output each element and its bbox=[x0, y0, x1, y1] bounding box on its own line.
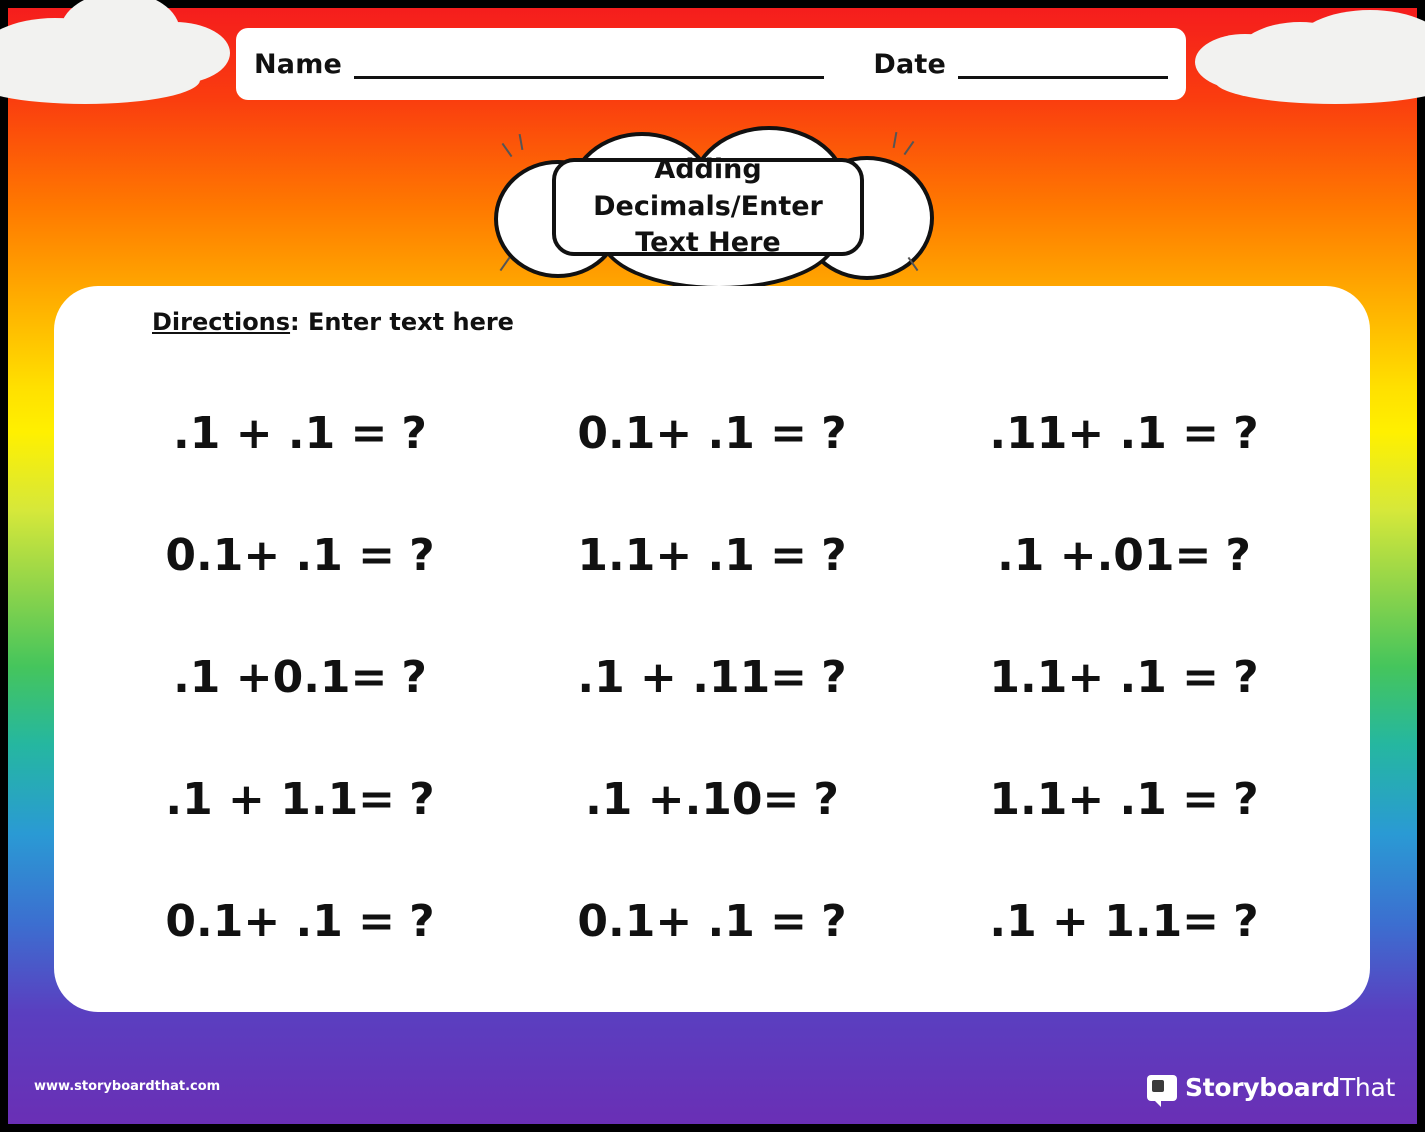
problem-answer-slot[interactable]: ? bbox=[821, 407, 847, 459]
worksheet-panel bbox=[54, 286, 1370, 1012]
title-banner bbox=[490, 124, 930, 284]
directions bbox=[152, 308, 514, 336]
problem-answer-slot[interactable]: ? bbox=[409, 529, 435, 581]
problem-expression: .1 + .1 = bbox=[173, 407, 388, 459]
problem-expression: .1 + 1.1= bbox=[165, 773, 396, 825]
problem-cell bbox=[506, 738, 918, 860]
problem-answer-slot[interactable]: ? bbox=[1225, 529, 1251, 581]
problem-expression: 0.1+ .1 = bbox=[577, 407, 808, 459]
directions-text: : Enter text here bbox=[290, 308, 514, 336]
problem-expression: 1.1+ .1 = bbox=[577, 529, 808, 581]
problem-cell bbox=[918, 860, 1330, 982]
problem-cell bbox=[506, 494, 918, 616]
problem-expression: .1 +.01= bbox=[997, 529, 1212, 581]
problem-cell bbox=[506, 616, 918, 738]
problem-answer-slot[interactable]: ? bbox=[821, 895, 847, 947]
problem-cell bbox=[918, 494, 1330, 616]
problem-expression: 1.1+ .1 = bbox=[989, 651, 1220, 703]
page-title: Adding Decimals/Enter Text Here bbox=[593, 154, 823, 259]
problem-expression: 0.1+ .1 = bbox=[165, 529, 396, 581]
date-label: Date bbox=[873, 48, 946, 80]
name-date-bar bbox=[236, 28, 1186, 100]
problem-expression: 0.1+ .1 = bbox=[165, 895, 396, 947]
problem-cell bbox=[506, 372, 918, 494]
problems-grid bbox=[94, 372, 1330, 982]
problem-answer-slot[interactable]: ? bbox=[813, 773, 839, 825]
problem-answer-slot[interactable]: ? bbox=[1233, 895, 1259, 947]
speech-bubble-icon bbox=[1147, 1075, 1177, 1101]
problem-answer-slot[interactable]: ? bbox=[401, 651, 427, 703]
problem-cell bbox=[918, 372, 1330, 494]
brand-name-first: Storyboard bbox=[1185, 1073, 1340, 1102]
problem-expression: .11+ .1 = bbox=[989, 407, 1220, 459]
name-input-line[interactable] bbox=[354, 50, 824, 79]
problem-expression: .1 +0.1= bbox=[173, 651, 388, 703]
problem-cell bbox=[918, 616, 1330, 738]
problem-answer-slot[interactable]: ? bbox=[1233, 651, 1259, 703]
problem-expression: 0.1+ .1 = bbox=[577, 895, 808, 947]
problem-answer-slot[interactable]: ? bbox=[1233, 407, 1259, 459]
problem-cell bbox=[94, 860, 506, 982]
problem-cell bbox=[918, 738, 1330, 860]
title-bubble-core bbox=[552, 154, 864, 259]
directions-label: Directions bbox=[152, 308, 291, 336]
problem-expression: .1 + 1.1= bbox=[989, 895, 1220, 947]
website-url[interactable]: www.storyboardthat.com bbox=[34, 1079, 221, 1094]
problem-cell bbox=[94, 372, 506, 494]
storyboardthat-logo[interactable] bbox=[1147, 1073, 1395, 1102]
date-input-line[interactable] bbox=[958, 50, 1168, 79]
brand-name-second: That bbox=[1339, 1073, 1395, 1102]
problem-cell bbox=[94, 494, 506, 616]
problem-answer-slot[interactable]: ? bbox=[401, 407, 427, 459]
problem-answer-slot[interactable]: ? bbox=[1233, 773, 1259, 825]
problem-expression: .1 +.10= bbox=[585, 773, 800, 825]
problem-cell bbox=[94, 616, 506, 738]
problem-answer-slot[interactable]: ? bbox=[821, 529, 847, 581]
problem-answer-slot[interactable]: ? bbox=[821, 651, 847, 703]
name-label: Name bbox=[254, 48, 343, 80]
problem-cell bbox=[506, 860, 918, 982]
problem-answer-slot[interactable]: ? bbox=[409, 895, 435, 947]
problem-expression: 1.1+ .1 = bbox=[989, 773, 1220, 825]
problem-cell bbox=[94, 738, 506, 860]
problem-expression: .1 + .11= bbox=[577, 651, 808, 703]
problem-answer-slot[interactable]: ? bbox=[409, 773, 435, 825]
